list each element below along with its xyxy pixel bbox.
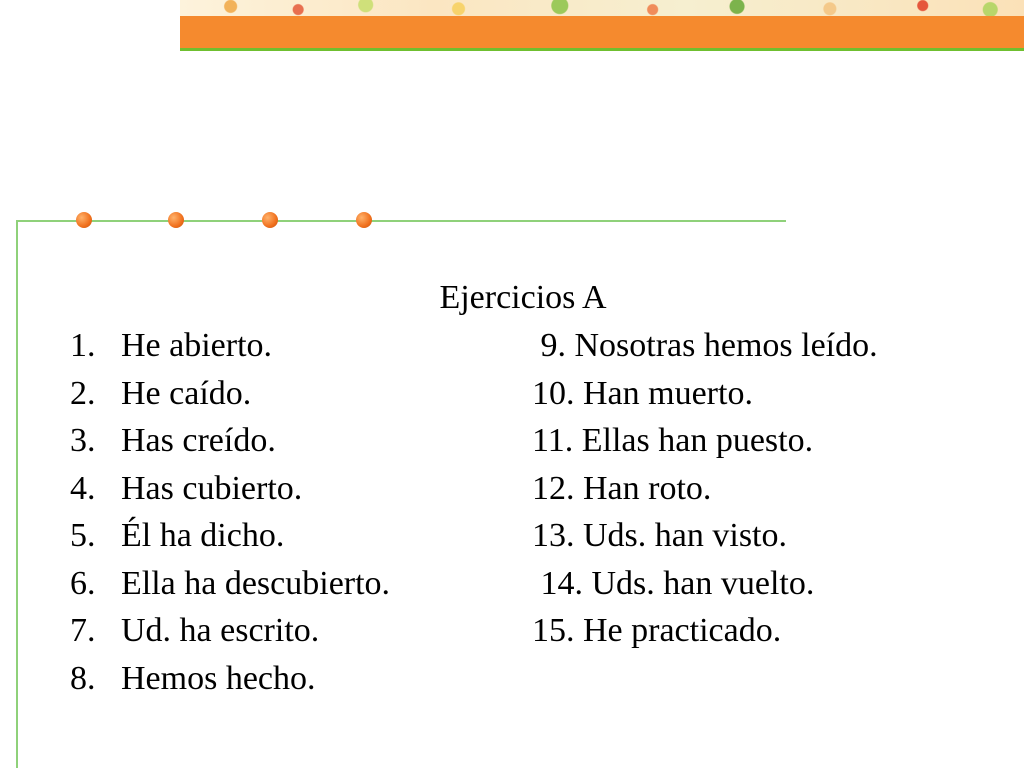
item-number: 7. — [70, 612, 96, 649]
list-item — [70, 607, 390, 655]
list-item: 13. Uds. han visto. — [532, 517, 787, 554]
bullet-dot-icon — [168, 212, 184, 228]
list-item: 12. Han roto. — [532, 469, 712, 507]
item-number: 5. — [70, 517, 96, 554]
list-item — [70, 560, 390, 608]
item-text: Él ha dicho. — [121, 517, 285, 554]
item-text: Ud. ha escrito. — [121, 612, 320, 649]
item-number: 3. — [70, 422, 96, 459]
list-item: 9. Nosotras hemos leído. — [532, 327, 878, 364]
list-item: 14. Uds. han vuelto. — [532, 564, 815, 602]
item-number: 8. — [70, 659, 96, 697]
exercise-list-left — [70, 322, 390, 702]
item-text: Has cubierto. — [121, 469, 303, 507]
exercise-list-right — [532, 322, 878, 655]
bullet-dot-icon — [262, 212, 278, 228]
list-item — [70, 512, 390, 560]
list-item: 10. Han muerto. — [532, 374, 753, 412]
item-text: Has creído. — [121, 422, 276, 459]
item-number: 6. — [70, 564, 96, 602]
item-text: He abierto. — [121, 327, 273, 364]
list-item: 11. Ellas han puesto. — [532, 422, 814, 459]
slide-title: Ejercicios A — [439, 279, 607, 316]
decorative-banner-image — [180, 0, 1024, 16]
list-item — [70, 417, 390, 465]
item-number: 4. — [70, 469, 96, 507]
list-item: 15. He practicado. — [532, 612, 782, 649]
item-text: He caído. — [121, 374, 252, 412]
item-number: 2. — [70, 374, 96, 412]
bullet-dot-icon — [356, 212, 372, 228]
item-text: Ella ha descubierto. — [121, 564, 391, 602]
list-item — [70, 465, 390, 513]
banner-orange-bar — [180, 16, 1024, 51]
list-item — [70, 655, 390, 703]
list-item — [70, 322, 390, 370]
item-text: Hemos hecho. — [121, 659, 316, 697]
item-number: 1. — [70, 327, 96, 364]
horizontal-rule — [16, 220, 786, 222]
bullet-dot-icon — [76, 212, 92, 228]
list-item — [70, 370, 390, 418]
